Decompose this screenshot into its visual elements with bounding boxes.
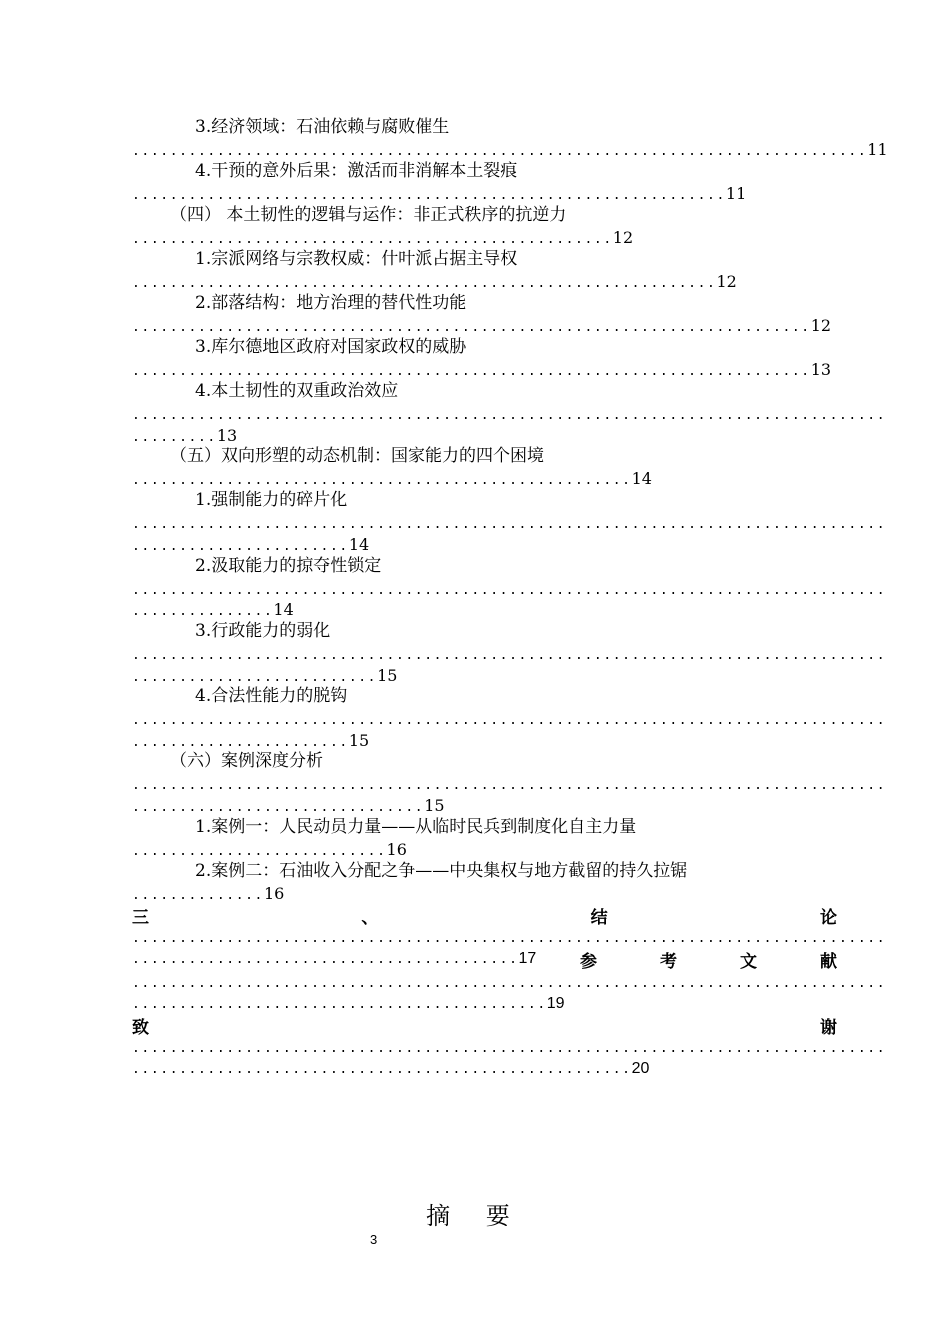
dot-leader: ........................................................................	[132, 320, 811, 335]
toc-leader	[132, 643, 887, 667]
toc-page-number: 11	[725, 184, 747, 203]
toc-entry-title: 4.干预的意外后果：激活而非消解本土裂痕	[195, 161, 518, 181]
toc-page-number: 14	[631, 469, 652, 488]
toc-entry-title: 1.案例一：人民动员力量——从临时民兵到制度化自主力量	[195, 817, 637, 837]
toc-main-char: 论	[819, 908, 837, 928]
toc-main-entry-references	[580, 947, 837, 972]
toc-leader	[132, 1057, 830, 1081]
toc-page-number: 13	[810, 360, 832, 379]
toc-entry-title: 3.行政能力的弱化	[195, 621, 331, 641]
dot-leader: .........	[132, 430, 217, 445]
dot-leader: ................................................................................	[132, 778, 887, 793]
toc-page-number: 20	[631, 1060, 650, 1077]
toc-leader	[132, 708, 887, 732]
toc-page-number: 11	[867, 140, 888, 159]
toc-page-number: 14	[273, 600, 294, 619]
toc-entry-title: 4.本土韧性的双重政治效应	[195, 381, 399, 401]
toc-main-char: 结	[590, 908, 608, 928]
toc-page-number: 17	[518, 950, 537, 967]
dot-leader: .....................................................	[132, 473, 632, 488]
toc-entry-title: 3.库尔德地区政府对国家政权的威胁	[195, 337, 467, 357]
toc-main-char: 三	[132, 908, 149, 928]
dot-leader: ...............	[132, 604, 274, 619]
dot-leader: ................................................................................	[132, 931, 887, 946]
dot-leader: ..............	[132, 888, 264, 903]
toc-page-number: 15	[424, 796, 445, 815]
toc-entry-title: 2.案例二：石油收入分配之争——中央集权与地方截留的持久拉锯	[195, 861, 688, 881]
toc-page-number: 16	[386, 840, 407, 859]
dot-leader: .......................	[132, 735, 349, 750]
toc-main-entry-conclusion	[132, 903, 837, 928]
dot-leader: ...............................	[132, 800, 425, 815]
toc-main-char: 致	[132, 1018, 149, 1038]
dot-leader: ............................................	[132, 997, 547, 1012]
toc-main-char: 考	[660, 952, 677, 972]
dot-leader: ................................................................................	[132, 1041, 887, 1056]
toc-entry-title: （四） 本土韧性的逻辑与运作：非正式秩序的抗逆力	[170, 205, 567, 225]
toc-entry-title: 3.经济领域：石油依赖与腐败催生	[195, 117, 450, 137]
page-number: 3	[370, 1232, 378, 1247]
dot-leader: .....................................................	[132, 1062, 632, 1077]
dot-leader: ...............................................................	[132, 188, 726, 203]
toc-entry-title: 2.汲取能力的掠夺性锁定	[195, 556, 382, 576]
dot-leader: ..............................................................	[132, 276, 717, 291]
toc-page-number: 14	[348, 535, 370, 554]
toc-main-char: 谢	[820, 1018, 837, 1038]
toc-entry-title: 2.部落结构：地方治理的替代性功能	[195, 293, 467, 313]
dot-leader: ................................................................................	[132, 648, 887, 663]
abstract-heading: 摘 要	[426, 1202, 524, 1230]
dot-leader: ................................................................................	[132, 713, 887, 728]
toc-main-char: 、	[361, 908, 379, 928]
toc-page-number: 12	[716, 272, 737, 291]
toc-entry-title: （五）双向形塑的动态机制：国家能力的四个困境	[170, 446, 544, 466]
dot-leader: ................................................................................	[132, 583, 887, 598]
toc-main-char: 献	[820, 952, 837, 972]
dot-leader: .......................	[132, 539, 349, 554]
toc-entry-title: （六）案例深度分析	[170, 751, 323, 771]
toc-entry-title: 4.合法性能力的脱钩	[195, 686, 348, 706]
toc-page-number: 12	[612, 228, 634, 247]
toc-entry-title: 1.宗派网络与宗教权威：什叶派占据主导权	[195, 249, 518, 269]
dot-leader: ...........................	[132, 844, 387, 859]
toc-page-number: 12	[810, 316, 832, 335]
toc-leader	[132, 512, 887, 536]
toc-page-number: 13	[216, 426, 238, 445]
toc-page-number: 19	[546, 995, 565, 1012]
toc-main-entry-acknowledgements	[132, 1013, 837, 1038]
toc-leader	[132, 403, 887, 427]
dot-leader: ................................................................................	[132, 408, 887, 423]
toc-page-number: 15	[377, 666, 398, 685]
toc-entry-title: 1.强制能力的碎片化	[195, 490, 348, 510]
toc-main-char: 文	[740, 952, 757, 972]
toc-page-number: 16	[263, 884, 285, 903]
dot-leader: ..........................	[132, 670, 378, 685]
toc-page-number: 15	[348, 731, 370, 750]
toc-main-char: 参	[580, 952, 597, 972]
dot-leader: .........................................	[132, 952, 519, 967]
dot-leader: ...................................................	[132, 232, 613, 247]
dot-leader: ................................................................................	[132, 517, 887, 532]
dot-leader: ................................................................................	[132, 976, 887, 991]
dot-leader: ........................................................................	[132, 364, 811, 379]
dot-leader: ..............................................................................	[132, 144, 868, 159]
toc-leader	[132, 773, 887, 797]
